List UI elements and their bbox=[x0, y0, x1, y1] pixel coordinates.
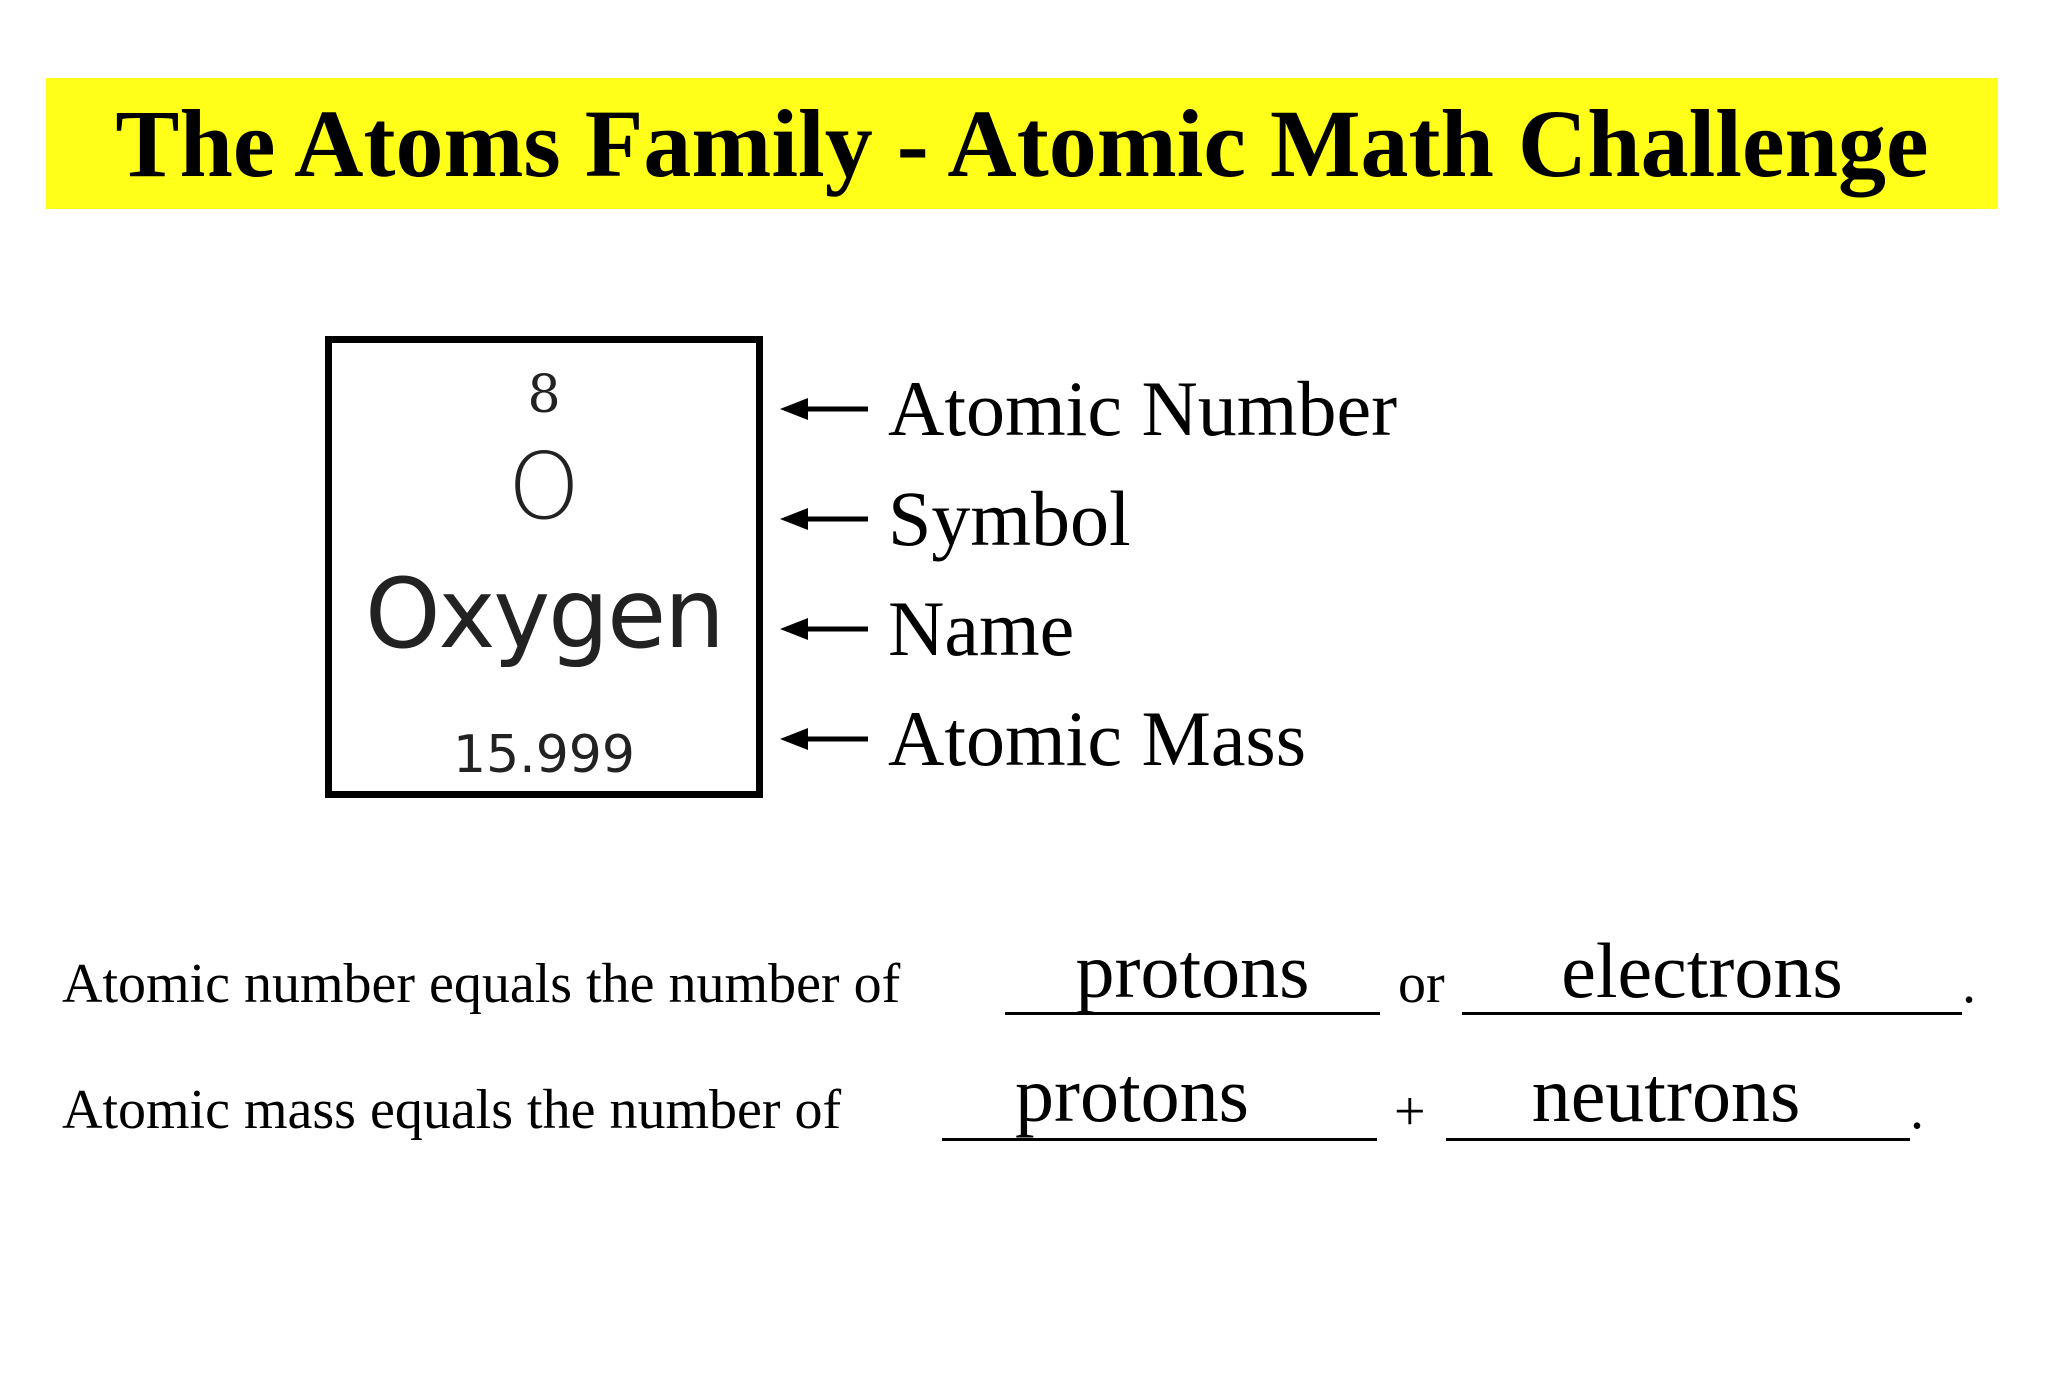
answer-number-1: protons bbox=[1075, 927, 1310, 1014]
left-arrow-icon bbox=[780, 724, 870, 754]
label-atomic-mass: Atomic Mass bbox=[888, 695, 1307, 782]
label-row-atomic-mass bbox=[780, 694, 1306, 784]
sentence-atomic-number-prefix: Atomic number equals the number of bbox=[62, 953, 901, 1015]
page-title: The Atoms Family - Atomic Math Challenge bbox=[115, 90, 1929, 197]
period-mass: . bbox=[1910, 1079, 1924, 1141]
label-symbol: Symbol bbox=[888, 475, 1131, 562]
answer-number-2: electrons bbox=[1561, 927, 1843, 1014]
element-atomic-number: 8 bbox=[527, 365, 561, 425]
left-arrow-icon bbox=[780, 394, 870, 424]
left-arrow-icon bbox=[780, 504, 870, 534]
period-number: . bbox=[1962, 953, 1976, 1015]
sentence-atomic-mass-prefix: Atomic mass equals the number of bbox=[62, 1079, 842, 1141]
element-tile bbox=[325, 336, 763, 798]
title-banner bbox=[46, 78, 1998, 209]
label-row-name bbox=[780, 584, 1074, 674]
connector-or: or bbox=[1398, 953, 1445, 1015]
label-name: Name bbox=[888, 585, 1075, 672]
answer-mass-2: neutrons bbox=[1531, 1051, 1801, 1138]
element-atomic-mass: 15.999 bbox=[453, 725, 635, 785]
element-symbol: O bbox=[507, 433, 581, 540]
element-name: Oxygen bbox=[364, 558, 724, 670]
label-atomic-number: Atomic Number bbox=[888, 365, 1398, 452]
connector-plus: + bbox=[1394, 1081, 1426, 1143]
label-row-symbol bbox=[780, 474, 1131, 564]
answer-mass-1: protons bbox=[1015, 1051, 1249, 1138]
label-row-atomic-number bbox=[780, 364, 1397, 454]
left-arrow-icon bbox=[780, 614, 870, 644]
